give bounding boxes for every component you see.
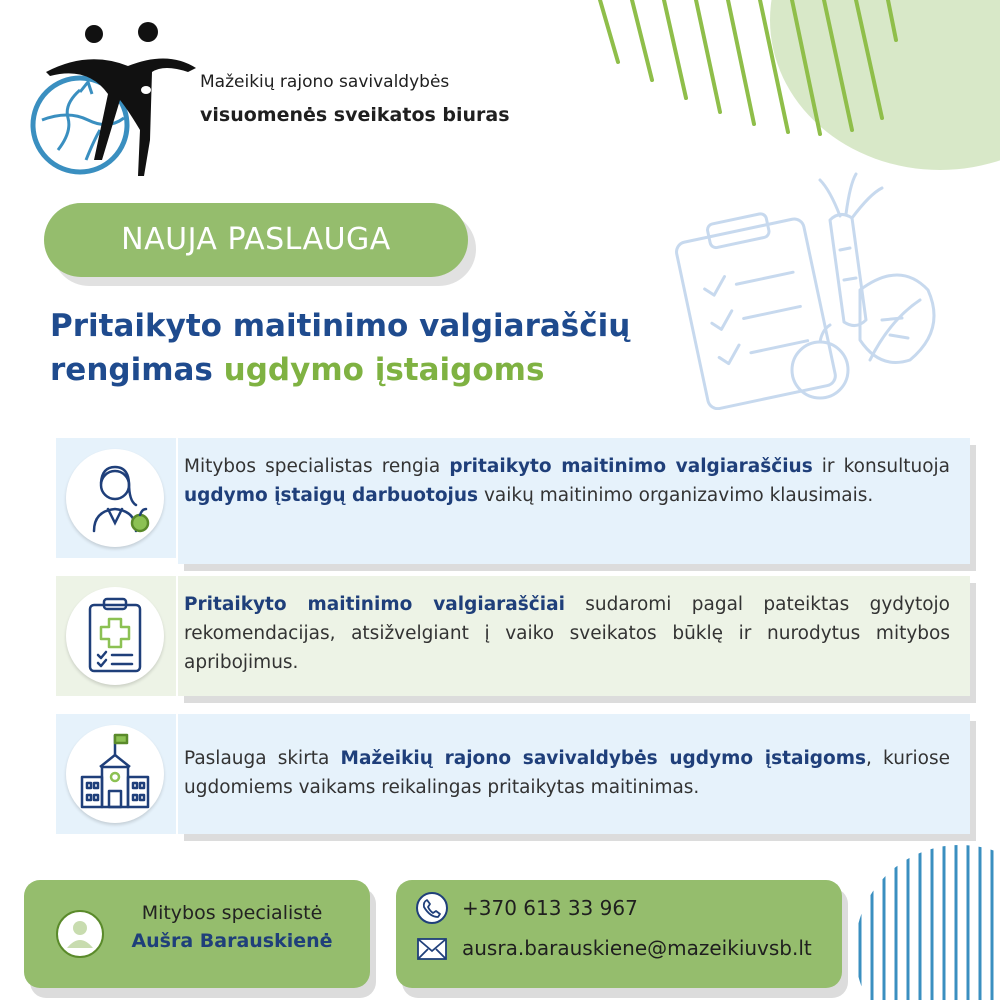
row3-text	[178, 714, 970, 834]
decorative-stripes	[590, 0, 900, 170]
body-text: sudaromi pagal pateiktas gydytojo rekomendacijas, atsižvelgiant į vaiko sveikatos būklę ir nurodytus mitybos apribojimus.	[184, 594, 950, 673]
body-text: , kuriose ugdomiems vaikams reikalingas pritaikytas maitinimas.	[184, 748, 951, 798]
clipboard-vegetables-illustration	[670, 170, 950, 410]
phone-icon	[416, 892, 448, 924]
org-name-line1: Mažeikių rajono savivaldybės	[200, 72, 450, 92]
body-text: ir konsultuoja	[812, 456, 950, 477]
specialist-role: Mitybos specialistė	[141, 902, 323, 924]
emphasis-text: ugdymo įstaigų darbuotojus	[184, 485, 479, 506]
org-name-line2: visuomenės sveikatos biuras	[200, 104, 510, 126]
emphasis-text: Pritaikyto maitinimo valgiaraščiai	[184, 594, 565, 615]
title-accent: ugdymo įstaigoms	[223, 352, 545, 388]
body-text: Mitybos specialistas rengia	[184, 456, 450, 477]
email-icon	[416, 936, 448, 962]
nutritionist-icon	[66, 449, 164, 547]
emphasis-text: pritaikyto maitinimo valgiaraščius	[449, 456, 813, 477]
organization-logo	[28, 20, 218, 180]
body-text: vaikų maitinimo organizavimo klausimais.	[478, 485, 874, 506]
body-text: Paslauga skirta	[184, 748, 341, 769]
page-title	[50, 304, 670, 392]
row2-text	[178, 576, 970, 696]
row1-text	[178, 438, 970, 564]
medical-clipboard-icon	[66, 587, 164, 685]
user-icon	[56, 910, 104, 958]
email-address[interactable]: ausra.barauskiene@mazeikiuvsb.lt	[462, 936, 812, 960]
title-part2: rengimas	[50, 352, 213, 388]
decorative-stripe-circle	[850, 830, 1000, 1000]
emphasis-text: Mažeikių rajono savivaldybės ugdymo įstaigoms	[340, 748, 867, 769]
new-service-badge: NAUJA PASLAUGA	[44, 203, 468, 277]
specialist-card	[24, 880, 370, 988]
title-line2	[50, 348, 670, 392]
school-building-icon	[66, 725, 164, 823]
phone-number[interactable]: +370 613 33 967	[462, 896, 638, 920]
contact-card	[396, 880, 842, 988]
title-line1: Pritaikyto maitinimo valgiaraščių	[50, 308, 631, 344]
specialist-name: Aušra Barauskienė	[131, 930, 333, 952]
